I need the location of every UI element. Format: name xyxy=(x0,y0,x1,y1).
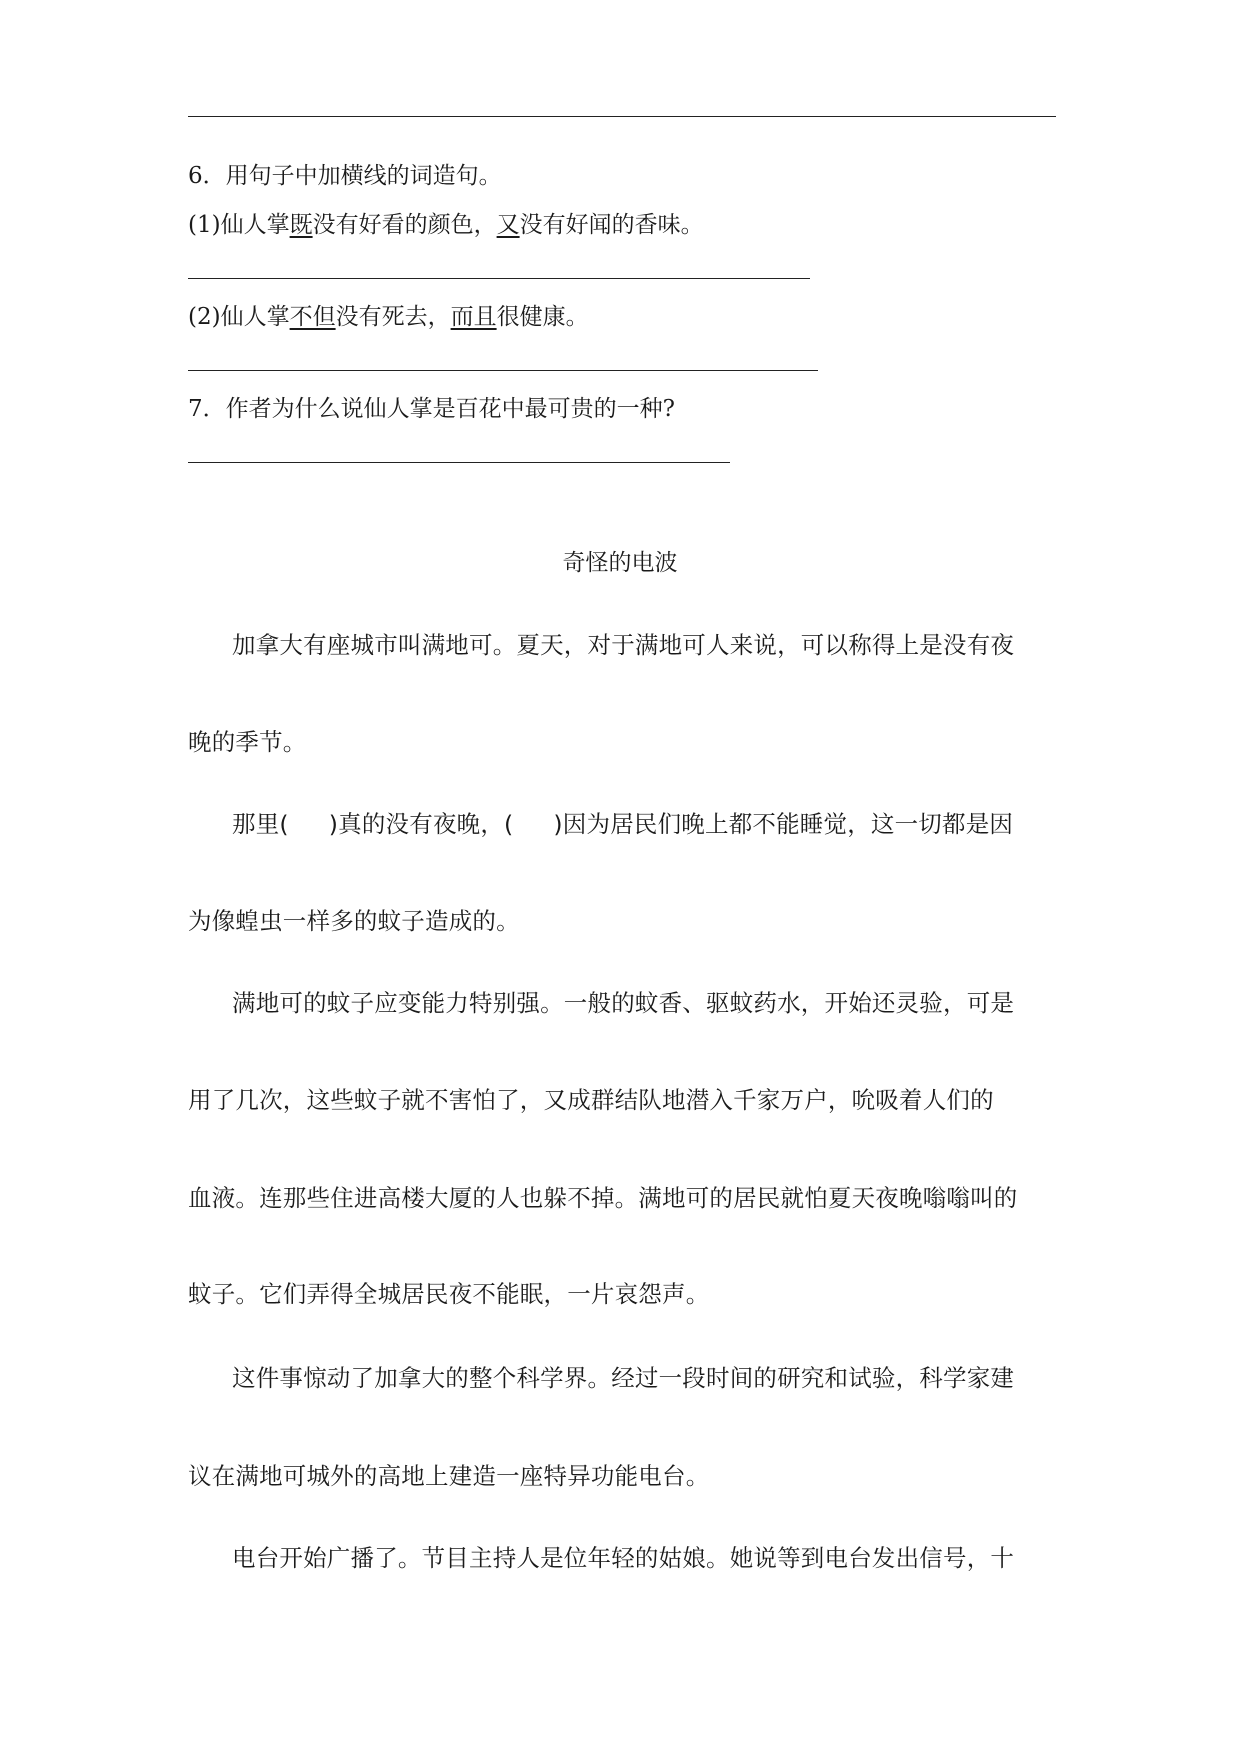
paragraph-line: 满地可的蚊子应变能力特别强。一般的蚊香、驱蚊药水，开始还灵验，可是 xyxy=(232,989,1015,1017)
paragraph-line: 电台开始广播了。节目主持人是位年轻的姑娘。她说等到电台发出信号，十 xyxy=(232,1544,1015,1572)
paragraph-line: 为像蝗虫一样多的蚊子造成的。 xyxy=(188,907,520,935)
question-7-prompt: 7．作者为什么说仙人掌是百花中最可贵的一种? xyxy=(188,396,675,422)
answer-line-q6-1 xyxy=(188,278,810,279)
paragraph-line: 用了几次，这些蚊子就不害怕了，又成群结队地潜入千家万户，吮吸着人们的 xyxy=(188,1086,994,1114)
underlined-word: 又 xyxy=(496,212,520,238)
answer-line-top xyxy=(188,116,1056,117)
paragraph-line: 议在满地可城外的高地上建造一座特异功能电台。 xyxy=(188,1462,710,1490)
paragraph-text: 那里( xyxy=(232,810,289,838)
paragraph-line: 血液。连那些住进高楼大厦的人也躲不掉。满地可的居民就怕夏天夜晚嗡嗡叫的 xyxy=(188,1184,1018,1212)
paragraph-line: 加拿大有座城市叫满地可。夏天，对于满地可人来说，可以称得上是没有夜 xyxy=(232,631,1015,659)
paragraph-text: )因为居民们晚上都不能睡觉，这一切都是因 xyxy=(553,810,1014,838)
passage-title: 奇怪的电波 xyxy=(562,550,678,576)
sentence-text: 没有好看的颜色， xyxy=(312,212,497,238)
paragraph-line xyxy=(188,809,1102,839)
paragraph-line: 这件事惊动了加拿大的整个科学界。经过一段时间的研究和试验，科学家建 xyxy=(232,1364,1015,1392)
paragraph-line: 晚的季节。 xyxy=(188,728,307,756)
underlined-word: 既 xyxy=(289,212,313,238)
sentence-text: 没有好闻的香味。 xyxy=(519,212,704,238)
answer-line-q7 xyxy=(188,462,730,463)
sentence-text: 没有死去， xyxy=(335,304,451,330)
paragraph-line: 蚊子。它们弄得全城居民夜不能眠，一片哀怨声。 xyxy=(188,1280,710,1308)
sentence-text: (2)仙人掌 xyxy=(188,304,290,330)
sentence-text: 很健康。 xyxy=(496,304,589,330)
question-6-sentence-2 xyxy=(188,302,589,332)
sentence-text: (1)仙人掌 xyxy=(188,212,290,238)
underlined-word: 不但 xyxy=(289,304,336,330)
question-6-sentence-1 xyxy=(188,210,704,240)
paragraph-text: )真的没有夜晚，( xyxy=(328,810,514,838)
answer-line-q6-2 xyxy=(188,370,818,371)
question-6-prompt: 6．用句子中加横线的词造句。 xyxy=(188,163,502,189)
underlined-word: 而且 xyxy=(450,304,497,330)
